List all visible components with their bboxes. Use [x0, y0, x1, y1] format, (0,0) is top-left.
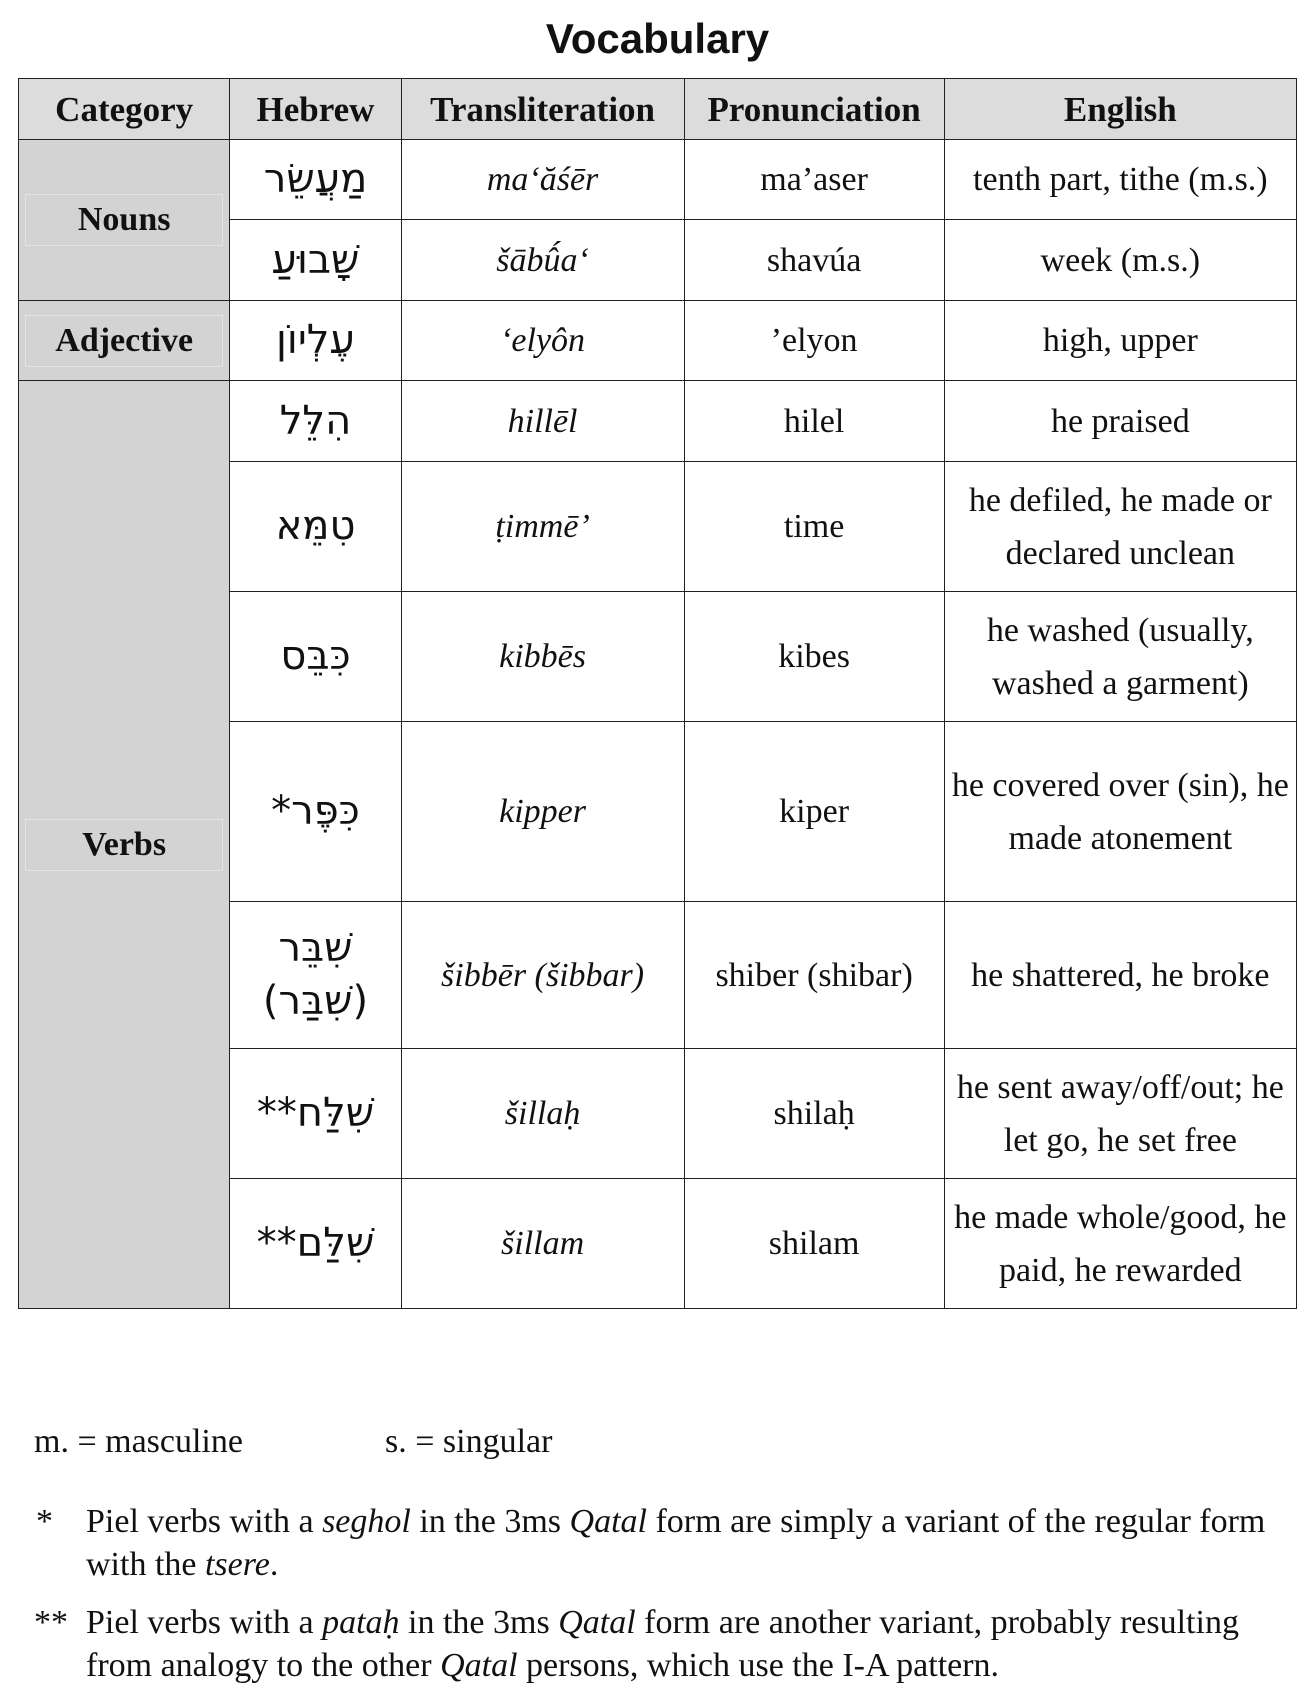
english-cell: tenth part, tithe (m.s.) [944, 140, 1296, 220]
hebrew-cell: מַעֲשֵׂר [230, 140, 401, 220]
column-header-english: English [944, 79, 1296, 140]
pronunciation-cell: shiber (shibar) [684, 902, 944, 1049]
transliteration-cell: ma‘ăśēr [401, 140, 684, 220]
english-cell: he made whole/good, he paid, he rewarded [944, 1179, 1296, 1309]
transliteration-cell: hillēl [401, 381, 684, 462]
category-label-adjective: Adjective [25, 315, 223, 367]
hebrew-cell: הִלֵּל [230, 381, 401, 462]
english-cell: week (m.s.) [944, 220, 1296, 301]
hebrew-cell: כִּפֶּר* [230, 722, 401, 902]
category-label-nouns: Nouns [25, 194, 223, 246]
transliteration-cell: šillam [401, 1179, 684, 1309]
pronunciation-cell: kiper [684, 722, 944, 902]
transliteration-cell: šābû́a‘ [401, 220, 684, 301]
pronunciation-cell: ’elyon [684, 301, 944, 381]
abbreviation-masculine: m. = masculine [34, 1423, 243, 1460]
column-header-transliteration: Transliteration [401, 79, 684, 140]
vocabulary-table [18, 78, 1297, 1309]
pronunciation-cell: shavúa [684, 220, 944, 301]
table-row [19, 140, 1297, 220]
footnote-text: Piel verbs with a seghol in the 3ms Qatal form are simply a variant of the regular form with the tsere. [86, 1503, 1266, 1583]
category-cell-nouns [19, 140, 230, 301]
transliteration-cell: ‘elyôn [401, 301, 684, 381]
transliteration-cell: kibbēs [401, 592, 684, 722]
column-header-category: Category [19, 79, 230, 140]
table-row [19, 381, 1297, 462]
transliteration-cell: ṭimmē’ [401, 462, 684, 592]
pronunciation-cell: kibes [684, 592, 944, 722]
hebrew-cell: שִׁלַּח** [230, 1049, 401, 1179]
footnote-text: Piel verbs with a pataḥ in the 3ms Qatal form are another variant, probably resulting from analogy to the other Qatal persons, which use the I-A pattern. [86, 1604, 1239, 1684]
footnote-marker: * [36, 1503, 53, 1540]
category-cell-adjective [19, 301, 230, 381]
category-label-verbs: Verbs [25, 819, 223, 871]
english-cell: he defiled, he made or declared unclean [944, 462, 1296, 592]
hebrew-cell: טִמֵּא [230, 462, 401, 592]
english-cell: he washed (usually, washed a garment) [944, 592, 1296, 722]
category-cell-verbs [19, 381, 230, 1309]
table-header-row [19, 79, 1297, 140]
transliteration-cell: šibbēr (šibbar) [401, 902, 684, 1049]
transliteration-cell: šillaḥ [401, 1049, 684, 1179]
page-title: Vocabulary [545, 15, 770, 62]
footnote-marker: ** [34, 1604, 68, 1641]
english-cell: he covered over (sin), he made atonement [944, 722, 1296, 902]
english-cell: he sent away/off/out; he let go, he set free [944, 1049, 1296, 1179]
transliteration-cell: kipper [401, 722, 684, 902]
hebrew-cell: שִׁבֵּר (שִׁבַּר) [230, 902, 401, 1049]
pronunciation-cell: time [684, 462, 944, 592]
hebrew-cell: עֶלְיוֹן [230, 301, 401, 381]
column-header-hebrew: Hebrew [230, 79, 401, 140]
pronunciation-cell: ma’aser [684, 140, 944, 220]
english-cell: high, upper [944, 301, 1296, 381]
pronunciation-cell: shilam [684, 1179, 944, 1309]
pronunciation-cell: hilel [684, 381, 944, 462]
hebrew-cell: שִׁלַּם** [230, 1179, 401, 1309]
pronunciation-cell: shilaḥ [684, 1049, 944, 1179]
table-row [19, 301, 1297, 381]
column-header-pronunciation: Pronunciation [684, 79, 944, 140]
english-cell: he praised [944, 381, 1296, 462]
abbreviation-singular: s. = singular [385, 1423, 553, 1460]
english-cell: he shattered, he broke [944, 902, 1296, 1049]
hebrew-cell: כִּבֵּס [230, 592, 401, 722]
hebrew-cell: שָׁבוּעַ [230, 220, 401, 301]
